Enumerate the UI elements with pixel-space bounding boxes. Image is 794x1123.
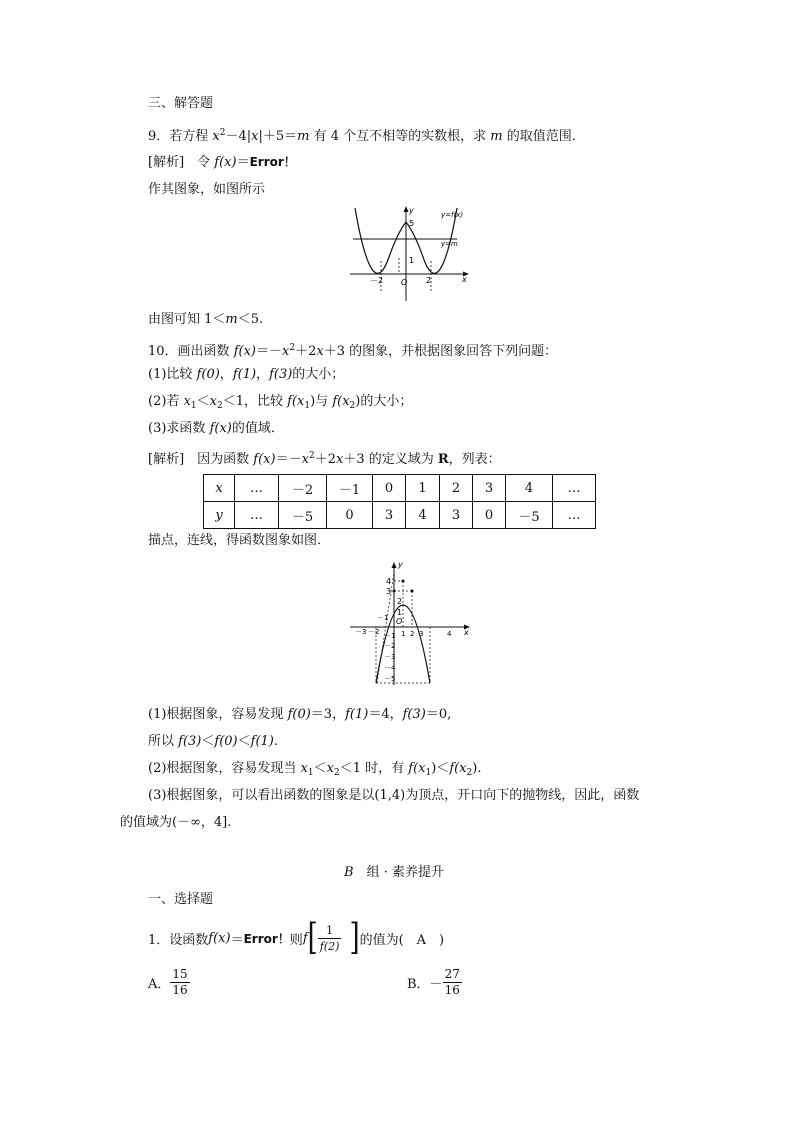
table-cell: … [553,502,596,529]
option-b: B．－ $\frac{27}{16}$ [407,967,460,997]
graph2-x-tick: 4 [447,630,452,638]
answer-2: (2)根据图象，容易发现当 $x_1<x_2<1$ 时，有 $f(x_1)<f(x_2)$. [148,761,482,778]
table-cell: … [235,502,279,529]
table-cell: －2 [279,475,327,502]
answer-3-line-1: (3)根据图象，可以看出函数的图象是以(1,4)为顶点，开口向下的抛物线，因此，函数 [148,788,640,803]
table-cell: －5 [279,502,327,529]
table-cell: y [204,502,235,529]
graph1-origin-label: O [401,278,408,287]
section-title-answers: 三、解答题 [148,96,214,111]
option-a: A． $\frac{15}{16}$ [148,967,188,997]
table-cell: 4 [506,475,553,502]
graph1-x-label: x [462,275,467,284]
graph2-y-tick: －2 [384,642,396,650]
graph2-x-tick: 2 [410,630,415,638]
graph1-curve-label: y=f(x) [441,211,464,219]
graph2-y-tick: －5 [384,675,396,683]
graph2-y-tick: 2 [397,597,403,606]
question-10-part-1: (1)比较 f(0)，f(1)，f(3)的大小； [148,367,345,382]
graph2-y-tick: 3 [386,587,392,596]
graph2-x-tick: 3 [419,630,424,638]
graph2-origin-label: O [396,617,403,626]
graph2-x-tick: 1 [401,630,406,638]
table-cell: 2 [440,475,473,502]
group-b-question-1: 1．设函数 f(x) ＝ Error！ 则 f [ $\frac{1}{f(2)}$ ] 的值为( A ) [148,917,445,959]
graph2-y-tick: －1 [384,632,396,640]
table-cell: 0 [327,502,373,529]
graph1-y-label: y [409,206,414,215]
graph1-neg2-label: －2 [370,276,384,285]
question-9-analysis: [解析] 令 f(x)＝Error！ [148,155,296,170]
plot-instruction: 描点，连线，得函数图象如图． [148,533,331,548]
table-row [204,502,596,529]
section-title-choice: 一、选择题 [148,892,214,907]
table-cell: 3 [440,502,473,529]
table-cell: 3 [473,475,506,502]
group-b-title: B 组 · 素养提升 [344,865,444,880]
graph2-x-label: x [464,628,469,637]
table-row [204,475,596,502]
graph-parabola [348,557,478,687]
graph1-five-label: 5 [409,219,415,228]
graph1-two-label: 2 [426,276,432,285]
graph1-one-label: 1 [409,256,415,265]
graph2-y-tick: －3 [384,653,396,661]
graph2-x-tick: －3 [355,628,367,636]
table-cell: －5 [506,502,553,529]
graph2-y-label: y [398,560,403,569]
table-cell: －1 [327,475,373,502]
table-cell: … [553,475,596,502]
question-10-part-3: (3)求函数 f(x)的值域． [148,421,284,436]
graph2-y-tick: －4 [384,664,396,672]
question-9: 9．若方程 $x^2-4|x|+5=m$ 有 4 个互不相等的实数根，求 m 的取值范围． [148,128,585,144]
question-9-graph-intro: 作其图象，如图所示 [148,182,266,197]
question-9-conclusion: 由图可知 1＜m＜5. [148,312,264,327]
question-10-analysis: [解析] 因为函数 $f(x)=-x^2+2x+3$ 的定义域为 R，列表： [148,451,501,467]
table-cell: … [235,475,279,502]
graph2-y-tick: 4 [386,577,392,586]
graph-f-abs [345,203,475,303]
table-cell: 4 [406,502,440,529]
value-table [203,474,596,529]
table-cell: 0 [373,475,406,502]
table-cell: 1 [406,475,440,502]
answer-1: (1)根据图象，容易发现 f(0)＝3，f(1)＝4，f(3)＝0, [148,707,452,722]
graph1-line-label: y=m [441,240,458,248]
answer-1-conclusion: 所以 f(3)＜f(0)＜f(1). [148,734,279,749]
table-cell: 3 [373,502,406,529]
question-10-part-2: (2)若 $x_1<x_2<1$，比较 $f(x_1)$与 $f(x_2)$的大小； [148,394,413,411]
table-cell: x [204,475,235,502]
question-10-stem: 10．画出函数 $f(x)=-x^2+2x+3$ 的图象，并根据图象回答下列问题： [148,343,558,359]
graph2-x-tick: －2 [368,628,380,636]
table-cell: 0 [473,502,506,529]
graph2-y-tick: 1 [397,608,403,617]
graph2-y-tick-upper: －1 [377,614,389,622]
answer-3-line-2: 的值域为(－∞，4]. [120,815,232,830]
